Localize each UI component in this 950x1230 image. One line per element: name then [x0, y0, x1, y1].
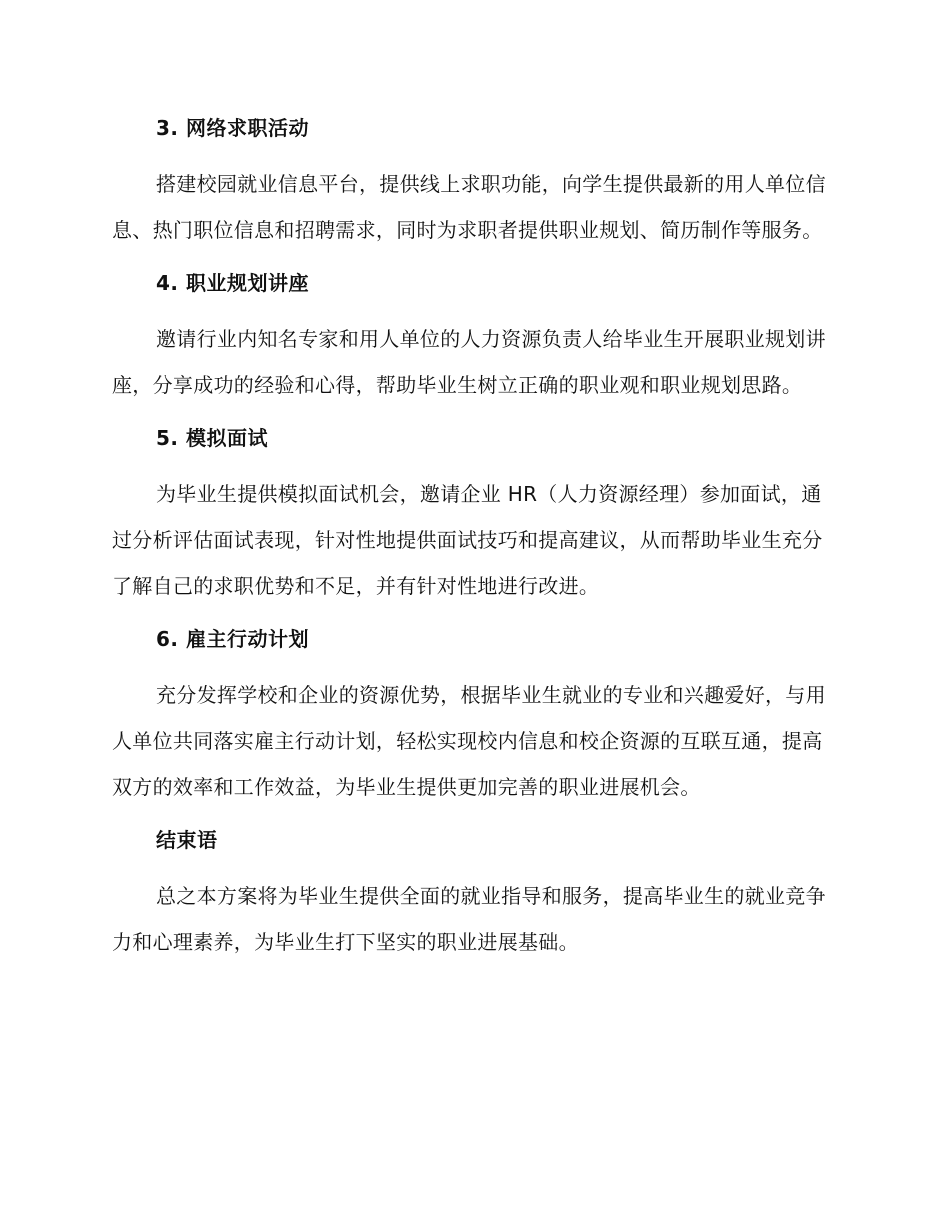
section-conclusion	[112, 822, 834, 965]
section-online-job-search	[112, 110, 834, 253]
section-employer-action-plan	[112, 621, 834, 810]
section-heading: 3. 网络求职活动	[156, 116, 309, 140]
section-paragraph: 为毕业生提供模拟面试机会，邀请企业 HR（人力资源经理）参加面试，通过分析评估面试表现，针对性地提供面试技巧和提高建议，从而帮助毕业生充分了解自己的求职优势和不足，并有针对性地进行改进。	[112, 482, 823, 598]
section-paragraph: 搭建校园就业信息平台，提供线上求职功能，向学生提供最新的用人单位信息、热门职位信息和招聘需求，同时为求职者提供职业规划、简历制作等服务。	[112, 172, 826, 242]
section-heading: 5. 模拟面试	[156, 426, 268, 450]
section-paragraph: 邀请行业内知名专家和用人单位的人力资源负责人给毕业生开展职业规划讲座，分享成功的经验和心得，帮助毕业生树立正确的职业观和职业规划思路。	[112, 327, 826, 397]
section-career-planning-lecture	[112, 265, 834, 408]
section-paragraph: 总之本方案将为毕业生提供全面的就业指导和服务，提高毕业生的就业竞争力和心理素养，为毕业生打下坚实的职业进展基础。	[112, 884, 826, 954]
document-content	[112, 110, 834, 977]
section-heading: 4. 职业规划讲座	[156, 271, 309, 295]
section-mock-interview	[112, 420, 834, 609]
section-paragraph: 充分发挥学校和企业的资源优势，根据毕业生就业的专业和兴趣爱好，与用人单位共同落实雇主行动计划，轻松实现校内信息和校企资源的互联互通，提高双方的效率和工作效益，为毕业生提供更加完善的职业进展机会。	[112, 683, 826, 799]
section-heading: 6. 雇主行动计划	[156, 627, 309, 651]
section-heading: 结束语	[156, 828, 218, 852]
